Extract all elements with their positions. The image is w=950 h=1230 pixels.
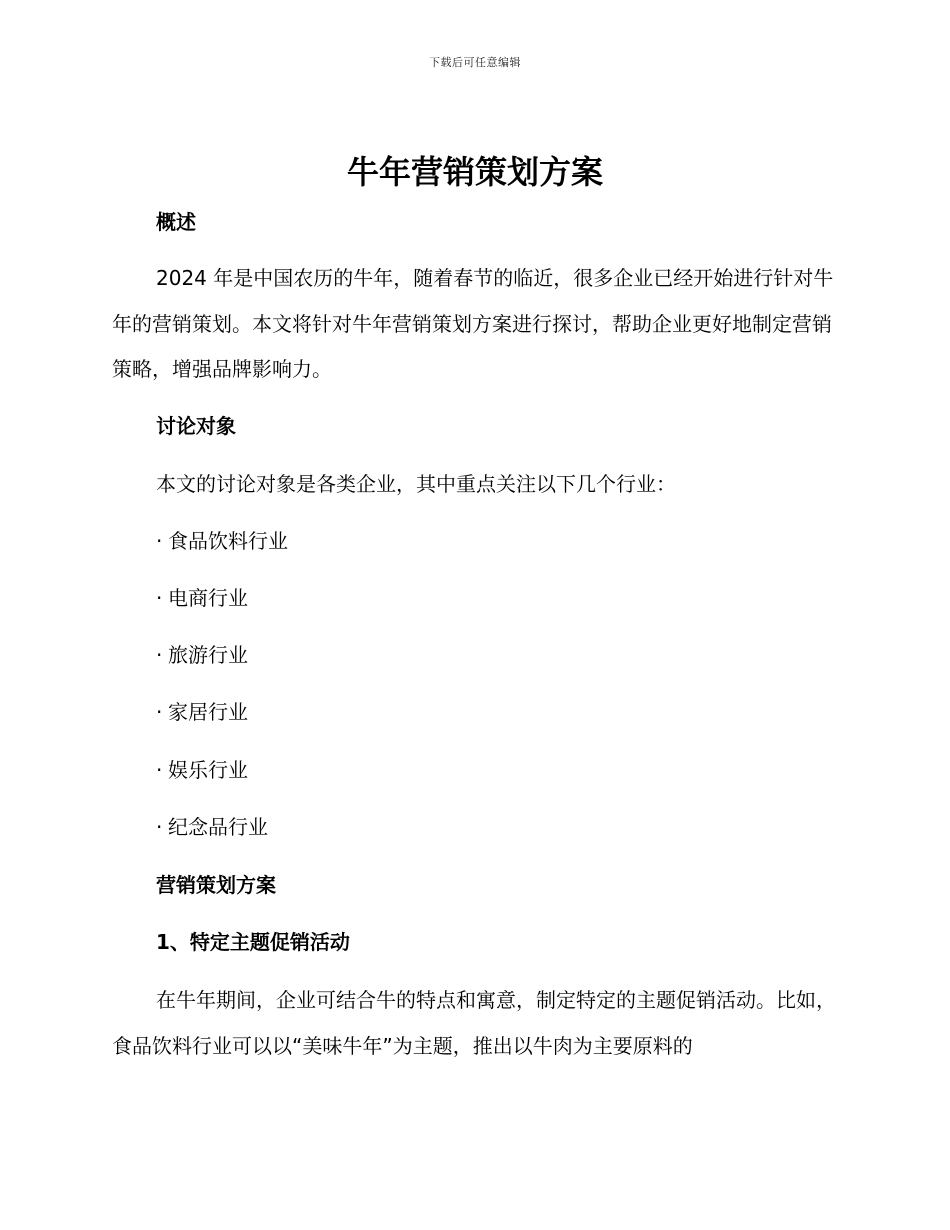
bullet-dot: · [156,815,163,839]
document-title: 牛年营销策划方案 [346,153,603,191]
list-item-label: 娱乐行业 [168,758,248,782]
subsection-heading-theme-promotion: 1、特定主题促销活动 [156,930,350,954]
section-heading-targets: 讨论对象 [156,414,236,438]
list-item-label: 电商行业 [168,586,248,610]
bullet-dot: · [156,586,163,610]
targets-intro: 本文的讨论对象是各类企业，其中重点关注以下几个行业： [156,472,676,496]
bullet-dot: · [156,700,163,724]
list-item-label: 家居行业 [168,700,248,724]
section-heading-overview: 概述 [156,210,196,234]
overview-paragraph: 2024 年是中国农历的牛年，随着春节的临近，很多企业已经开始进行针对牛年的营销策划。本文将针对牛年营销策划方案进行探讨，帮助企业更好地制定营销策略，增强品牌影响力。 [112,266,834,381]
bullet-dot: · [156,529,163,553]
list-item [156,813,268,841]
header-note: 下载后可任意编辑 [429,56,521,69]
theme-promotion-paragraph: 在牛年期间，企业可结合牛的特点和寓意，制定特定的主题促销活动。比如，食品饮料行业可以以“美味牛年”为主题，推出以牛肉为主要原料的 [112,988,836,1058]
list-item-label: 旅游行业 [168,643,248,667]
list-item [156,584,248,612]
bullet-dot: · [156,758,163,782]
bullet-dot: · [156,643,163,667]
list-item [156,698,248,726]
list-item [156,756,248,784]
list-item [156,641,248,669]
list-item-label: 纪念品行业 [168,815,268,839]
list-item-label: 食品饮料行业 [168,529,288,553]
section-heading-plan: 营销策划方案 [156,873,276,897]
list-item [156,527,288,555]
